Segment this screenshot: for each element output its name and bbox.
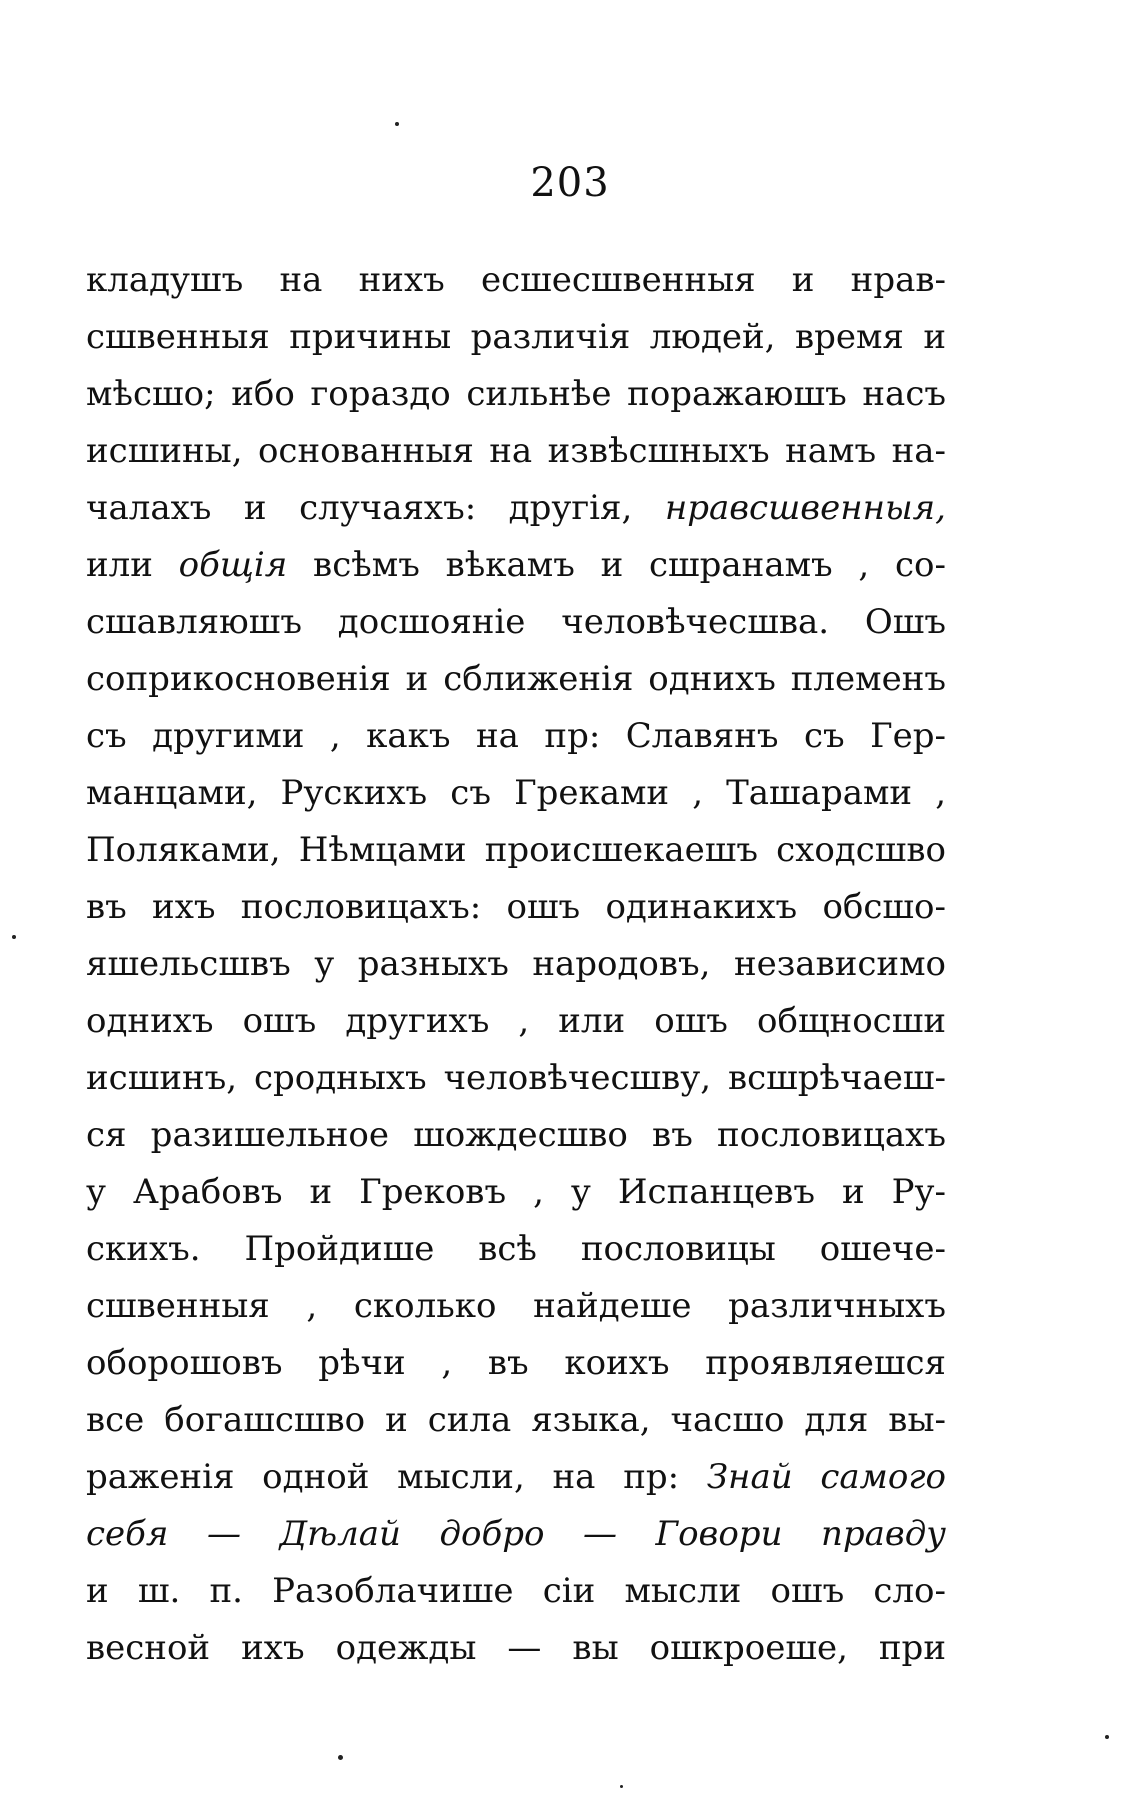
page-number: 203 [530,160,610,206]
italic-text: Знай самого [706,1457,946,1497]
text-line [86,1107,946,1164]
text-run: всѣмъ вѣкамъ и сшранамъ , со- [287,545,946,585]
text-run: сшвенныя причины различія людей, время и [86,317,946,357]
text-run: у Арабовъ и Грековъ , у Испанцевъ и Ру- [86,1172,946,1212]
text-line [86,366,946,423]
text-run: или [86,545,179,585]
text-run: сшвенныя , сколько найдеше различныхъ [86,1286,946,1326]
text-run: чалахъ и случаяхъ: другія, [86,488,665,528]
text-run: ся разишельное шождесшво въ пословицахъ [86,1115,946,1155]
text-run: Поляками, Нѣмцами происшекаешъ сходсшво [86,830,946,870]
text-run: раженія одной мысли, на пр: [86,1457,707,1497]
text-run: скихъ. Пройдише всѣ пословицы ошече- [86,1229,946,1269]
text-line [86,309,946,366]
text-line [86,822,946,879]
text-run: яшельсшвъ у разныхъ народовъ, независимо [86,944,946,984]
text-line [86,594,946,651]
text-line [86,1164,946,1221]
text-run: манцами, Рускихъ съ Греками , Ташарами , [86,773,946,813]
italic-text: нравсшвенныя, [664,488,946,528]
text-run: съ другими , какъ на пр: Славянъ съ Гер- [86,716,946,756]
paper-speck [395,122,399,126]
text-line [86,993,946,1050]
paper-speck [12,935,16,939]
text-line [86,480,946,537]
text-line [86,1335,946,1392]
text-line [86,537,946,594]
text-run: оборошовъ рѣчи , въ коихъ проявляешся [86,1343,946,1383]
text-line [86,1221,946,1278]
text-line [86,1506,946,1563]
text-line [86,879,946,936]
body-text [86,252,946,1677]
text-run: соприкосновенія и сближенія однихъ племенъ [86,659,946,699]
text-run: кладушъ на нихъ есшесшвенныя и нрав- [86,260,946,300]
italic-text: общія [178,545,288,585]
text-line [86,1392,946,1449]
text-run: исшины, основанныя на извѣсшныхъ намъ на- [86,431,946,471]
text-line [86,651,946,708]
text-line [86,1620,946,1677]
text-run: въ ихъ пословицахъ: ошъ одинакихъ обсшо- [86,887,946,927]
text-run: весной ихъ одежды — вы ошкроеше, при [86,1628,946,1668]
text-line [86,708,946,765]
text-line [86,1278,946,1335]
italic-text: себя — Дѣлай добро — Говори правду [86,1514,946,1554]
text-line [86,252,946,309]
paper-speck [1105,1735,1109,1739]
text-run: мѣсшо; ибо гораздо сильнѣе поражаюшъ насъ [86,374,946,414]
text-line [86,1050,946,1107]
text-run: исшинъ, сродныхъ человѣчесшву, всшрѣчаеш- [86,1058,946,1098]
text-run: все богашсшво и сила языка, часшо для вы- [86,1400,946,1440]
text-line [86,423,946,480]
text-run: однихъ ошъ другихъ , или ошъ общносши [86,1001,946,1041]
text-line [86,1449,946,1506]
text-line [86,765,946,822]
text-run: сшавляюшъ досшояніе человѣчесшва. Ошъ [86,602,946,642]
paper-speck [620,1785,623,1788]
text-line [86,1563,946,1620]
paper-speck [338,1755,343,1760]
text-line [86,936,946,993]
text-run: и ш. п. Разоблачише сіи мысли ошъ сло- [86,1571,946,1611]
